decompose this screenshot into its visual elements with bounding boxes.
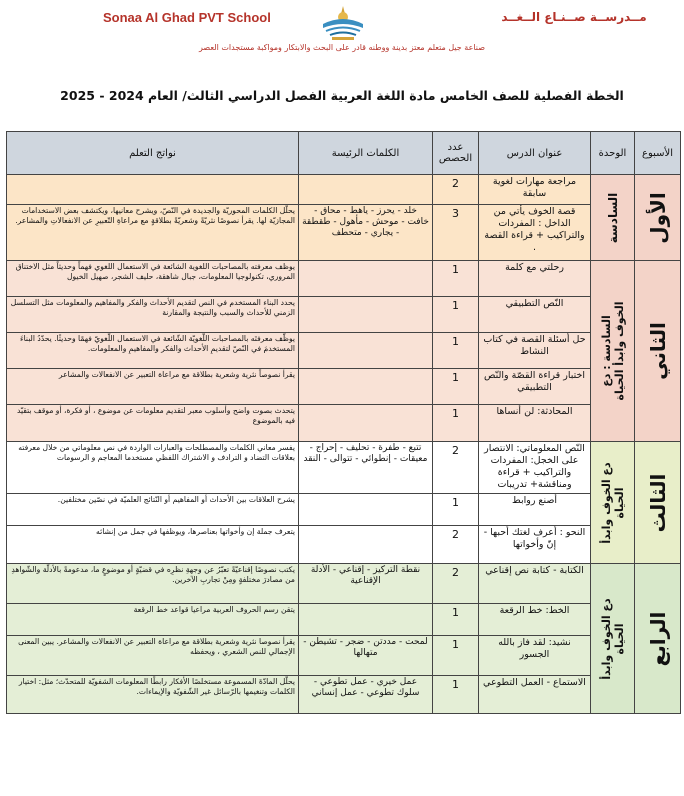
lesson-cell: أصنع روابط [479,494,591,526]
count-cell: 1 [433,261,479,297]
table-row [7,333,681,369]
outcome-cell: يحلّل المادّةَ المسموعة مستخلصًا الأفكار رابطًا المعلومات الشفويّة للمتحدّث؛ مثل: اختيار الكلمات وتنغيمها بالرّسائل غير الشّفويّة والإيماءات. [7,676,299,714]
table-row [7,636,681,676]
count-cell: 1 [433,333,479,369]
header-lesson: عنوان الدرس [479,132,591,175]
school-name-english: Sonaa Al Ghad PVT School [103,10,271,25]
header-count: عدد الحصص [433,132,479,175]
table-row [7,297,681,333]
lesson-cell: قصة الخوف يأتي من الداخل : المفردات والتراكيب + قراءة القصة . [479,205,591,261]
words-cell: خلد - يحرز - ياهط - محاق - خافت - موحش - مأهول - طقطقة - يجاري - متحطف [299,205,433,261]
words-cell [299,175,433,205]
count-cell: 2 [433,564,479,604]
unit-cell: دع الخوف وابدأ الحياة [591,564,635,714]
outcome-cell [7,175,299,205]
words-cell: تتبع - طفرة - تحليف - إحراج - معيقات - إنطوائي - تتوالى - النقد [299,442,433,494]
table-row [7,676,681,714]
outcome-cell: يشرح العلاقات بين الأحداث أو المفاهيم أو النّتائج العلميّة في نصّين مختلفين. [7,494,299,526]
table-header-row [7,132,681,175]
lesson-cell: النّص المعلوماتي: الانتصار على الخجل: المفردات والتراكيب + قراءة ومناقشة+ تدريبات [479,442,591,494]
table-row [7,494,681,526]
outcome-cell: يحلّل الكلمات المحوريّة والجديدة في النّصّ، ويشرح معانيها، ويكتشف بعض الاستخدامات المجازيّة لها. يقرأ نصوصًا نثريّةً وشعريّةً بطلاقةٍ مع مراعاةِ التّعبيرِ عن الانفعالاتِ والمشاعر. [7,205,299,261]
lesson-cell: الكتابة - كتابة نص إقناعي [479,564,591,604]
table-row [7,205,681,261]
lesson-cell: الخط: خط الرقعة [479,604,591,636]
words-cell: نقطة التركيز - إقناعي - الأدلة الإقناعية [299,564,433,604]
count-cell: 1 [433,494,479,526]
table-row [7,175,681,205]
words-cell [299,297,433,333]
count-cell: 2 [433,442,479,494]
table-row [7,369,681,405]
lesson-cell: رحلتي مع كلمة [479,261,591,297]
outcome-cell: يتقن رسم الحروف العربية مراعيا قواعد خط الرقعة [7,604,299,636]
lesson-cell: مراجعة مهارات لغوية سابقة [479,175,591,205]
words-cell [299,494,433,526]
count-cell: 1 [433,369,479,405]
count-cell: 1 [433,636,479,676]
count-cell: 1 [433,676,479,714]
lesson-cell: المحادثة: لن أنساها [479,405,591,442]
outcome-cell: يوظّف معرفتَه بالمصاحبات اللّغويّة الشّائعة في الاستعمال اللّغويّ فهمًا وحديثًا. يحدّدُ البناءَ المستخدمَ في النّصّ لتقديمِ الأحداث والفكر والمفاهيمِ والمعلومات. [7,333,299,369]
count-cell: 1 [433,297,479,333]
header-week: الأسبوع [635,132,681,175]
document-title: الخطة الفصلية للصف الخامس مادة اللغة العربية الفصل الدراسي الثالث/ العام 2024 - 2025 [60,88,624,103]
count-cell: 2 [433,175,479,205]
words-cell: عمل خيري - عمل تطوعي - سلوك تطوعي - عمل إنساني [299,676,433,714]
week-cell: الثاني [635,261,681,442]
school-name-arabic: مــدرســة صــنـاع الــغــد [501,10,647,24]
words-cell [299,261,433,297]
table-row [7,261,681,297]
table-row [7,526,681,564]
week-cell: الأول [635,175,681,261]
words-cell [299,333,433,369]
outcome-cell: يتعرف جملة إن وأخواتها بعناصرها، ويوظفها في جمل من إنشائه [7,526,299,564]
school-motto: صناعة جيل متعلم معتز بدينة ووطنه قادر على البحث والابتكار ومواكبة مستجدات العصر [198,43,485,52]
header-unit: الوحدة [591,132,635,175]
week-cell: الرابع [635,564,681,714]
lesson-cell: حل أسئلة القصة في كتاب النشاط [479,333,591,369]
outcome-cell: يوظف معرفته بالمصاحبات اللغوية الشائعة في الاستعمال اللغوي فهماً وحديثاً مثل الاختناق المروري، تكنولوجيا المعلومات، جبال شاهقة، حليف الشجر، صهيل الخيول [7,261,299,297]
table-row [7,564,681,604]
outcome-cell: يتحدث بصوت واضح وأسلوب معبر لتقديم معلومات عن موضوع ، أو فكرة، أو موقف بتقيّد فيه بالموضوع [7,405,299,442]
outcome-cell: يقرأ نصوصاً نثرية وشعرية بطلاقة مع مراعاة التعبير عن الانفعالات والمشاعر [7,369,299,405]
unit-cell: السادسة : دع الخوف وابدأ الحياة [591,261,635,442]
table-row [7,442,681,494]
count-cell: 3 [433,205,479,261]
table-row [7,405,681,442]
plan-table [6,131,681,714]
week-cell: الثالث [635,442,681,564]
outcome-cell: يحدد البناء المستخدم في النص لتقديم الأحداث والفكر والمفاهيم والمعلومات مثل التسلسل الزمني للأحداث والسبب والنتيجة والمقارنة [7,297,299,333]
lesson-cell: نشيد: لقد فاز بالله الجسور [479,636,591,676]
outcome-cell: يكتب نصوصًا إقناعيّةً تعبّرُ عن وجهةِ نظرِه في قضيّةٍ أو موضوعٍ ما، مدعومةً بالأدلّة والشّواهدِ من مصادرَ مختلفةٍ ومِنْ تجاربِ الآخرين. [7,564,299,604]
unit-cell: السادسة [591,175,635,261]
table-row [7,604,681,636]
words-cell [299,604,433,636]
outcome-cell: يقرأ نصوصا نثرية وشعرية بطلاقة مع مراعاة التعبير عن الانفعالات والمشاعر. يبين المعنى الإجمالي للنص الشعري ، ويحفظه [7,636,299,676]
words-cell [299,369,433,405]
header-outcomes: نواتج التعلم [7,132,299,175]
count-cell: 2 [433,526,479,564]
words-cell [299,526,433,564]
lesson-cell: الاستماع - العمل التطوعي [479,676,591,714]
lesson-cell: اختبار قراءة القصّة والنّص التطبيقي [479,369,591,405]
count-cell: 1 [433,405,479,442]
lesson-cell: النحو : أعرف لغتك أحبها - إنّ وأخواتها [479,526,591,564]
count-cell: 1 [433,604,479,636]
words-cell [299,405,433,442]
school-logo [318,4,368,42]
header-words: الكلمات الرئيسة [299,132,433,175]
words-cell: لمحت - مددتن - ضجر - تشيطن - متهالها [299,636,433,676]
outcome-cell: يفسر معاني الكلمات والمصطلحات والعبارات الواردة في نص معلوماتي من خلال معرفته بعلاقات التضاد و الترادف و الاشتراك اللفظي مستخدما المعاجم و الرسومات [7,442,299,494]
lesson-cell: النّص التطبيقي [479,297,591,333]
unit-cell: دع الخوف وابدأ الحياة [591,442,635,564]
